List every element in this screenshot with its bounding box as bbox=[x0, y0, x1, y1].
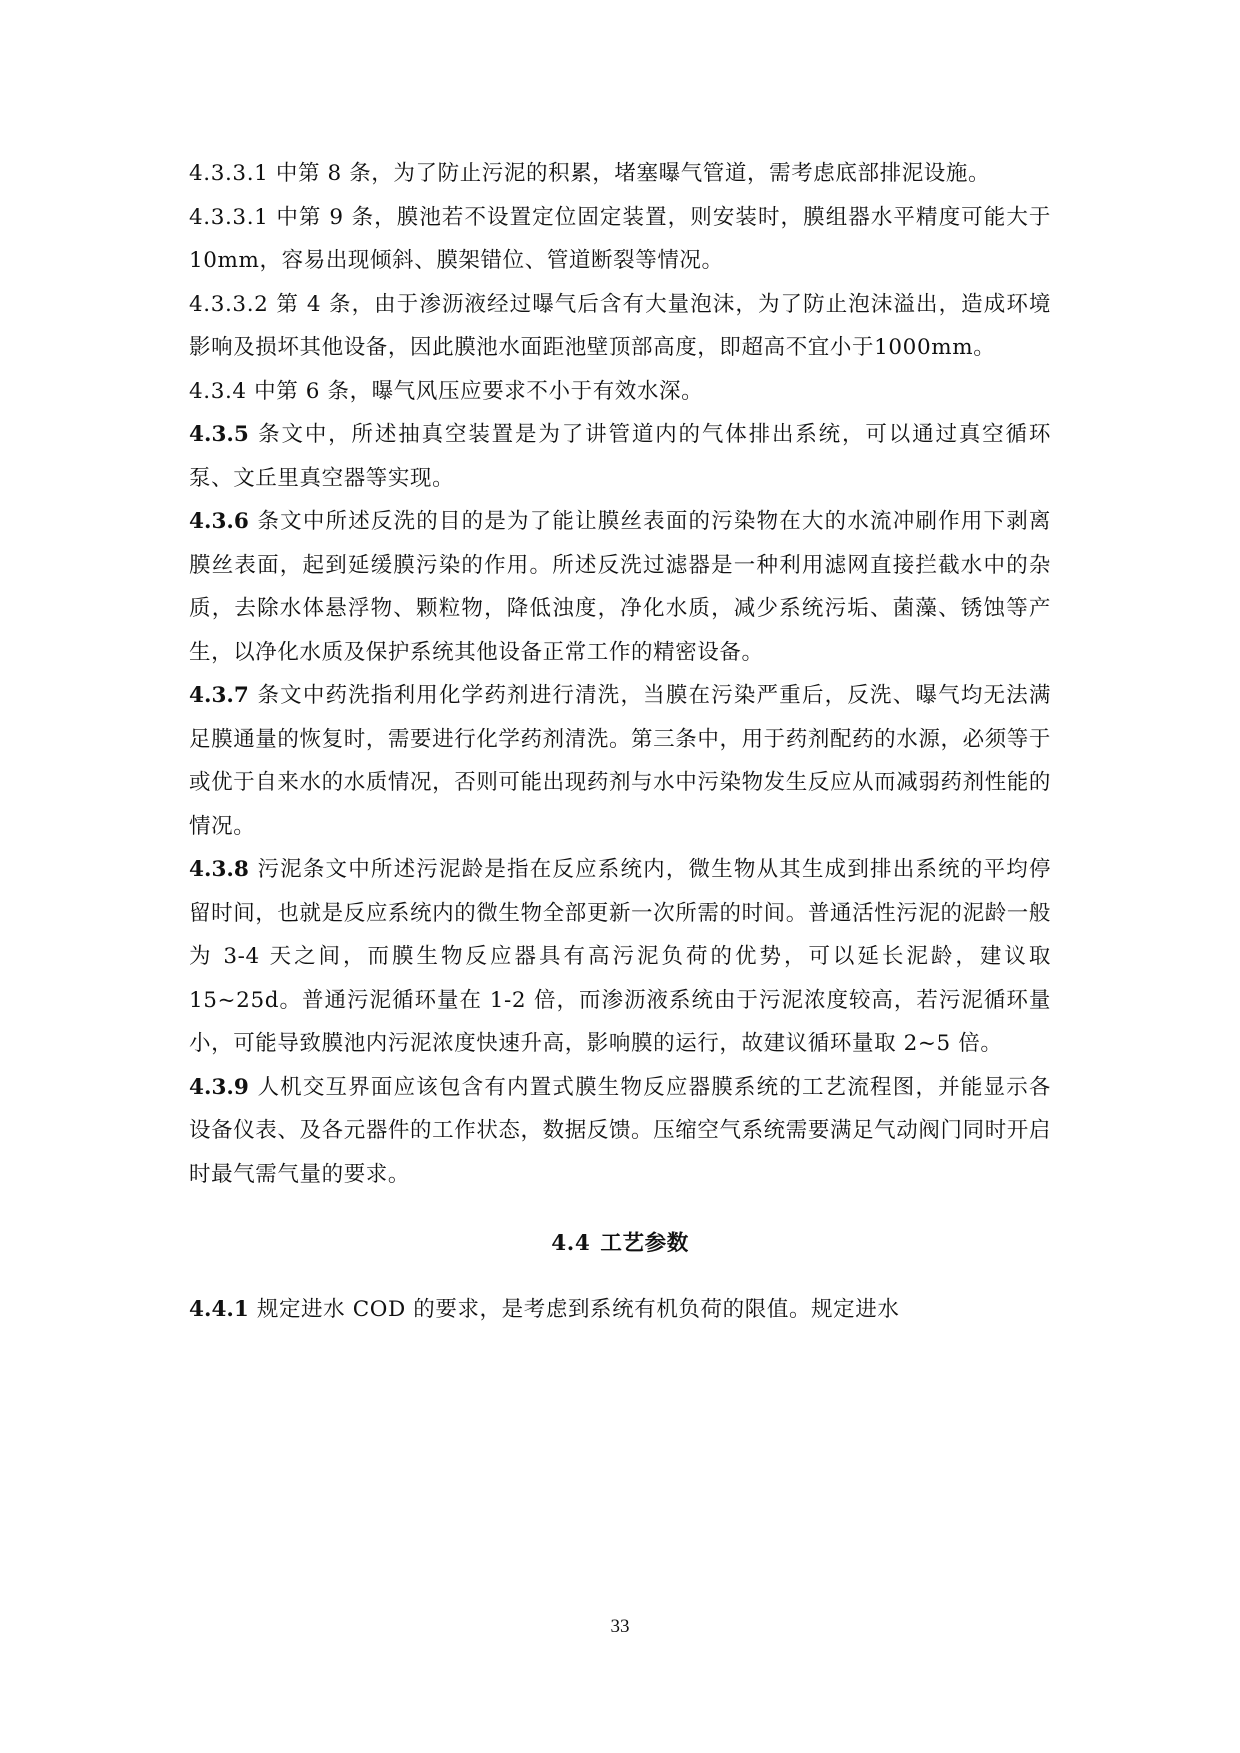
paragraph-4-3-3-1-item-9: 4.3.3.1 中第 9 条，膜池若不设置定位固定装置，则安装时，膜组器水平精度可能大于 10mm，容易出现倾斜、膜架错位、管道断裂等情况。 bbox=[189, 204, 1051, 273]
clause-number: 4.3.9 bbox=[189, 1074, 249, 1100]
clause-number: 4.3.6 bbox=[189, 509, 249, 534]
clause-4-3-6 bbox=[189, 500, 1051, 674]
paragraph-4-3-4-item-6: 4.3.4 中第 6 条，曝气风压应要求不小于有效水深。 bbox=[189, 378, 704, 404]
clause-number: 4.3.7 bbox=[189, 683, 249, 708]
clause-4-3-8 bbox=[189, 848, 1051, 1066]
clause-4-4-1 bbox=[189, 1288, 1051, 1332]
clause-number: 4.4.1 bbox=[189, 1297, 249, 1322]
clause-number: 4.3.5 bbox=[189, 422, 249, 447]
section-title: 工艺参数 bbox=[600, 1231, 689, 1256]
paragraph-4-3-3-2-item-4: 4.3.3.2 第 4 条，由于渗沥液经过曝气后含有大量泡沫，为了防止泡沫溢出，造成环境影响及损坏其他设备，因此膜池水面距池壁顶部高度，即超高不宜小于1000mm。 bbox=[189, 291, 1051, 360]
paragraph-4-3-3-1-item-8: 4.3.3.1 中第 8 条，为了防止污泥的积累，堵塞曝气管道，需考虑底部排泥设施。 bbox=[189, 161, 991, 186]
page-number: 33 bbox=[610, 1616, 630, 1637]
clause-text: 条文中药洗指利用化学药剂进行清洗，当膜在污染严重后，反洗、曝气均无法满足膜通量的恢复时，需要进行化学药剂清洗。第三条中，用于药剂配药的水源，必须等于或优于自来水的水质情况，否则可能出现药剂与水中污染物发生反应从而减弱药剂性能的情况。 bbox=[189, 683, 1051, 839]
clause-text: 条文中，所述抽真空装置是为了讲管道内的气体排出系统，可以通过真空循环泵、文丘里真空器等实现。 bbox=[189, 422, 1051, 491]
section-heading bbox=[189, 1224, 1051, 1264]
clause-text: 条文中所述反洗的目的是为了能让膜丝表面的污染物在大的水流冲刷作用下剥离膜丝表面，起到延缓膜污染的作用。所述反洗过滤器是一种利用滤网直接拦截水中的杂质，去除水体悬浮物、颗粒物，降低浊度，净化水质，减少系统污垢、菌藻、锈蚀等产生，以净化水质及保护系统其他设备正常工作的精密设备。 bbox=[189, 509, 1051, 665]
clause-number: 4.3.8 bbox=[189, 857, 249, 882]
section-number: 4.4 bbox=[551, 1231, 591, 1256]
clause-4-3-9 bbox=[189, 1066, 1051, 1197]
clause-4-3-5 bbox=[189, 413, 1051, 500]
clause-text: 污泥条文中所述污泥龄是指在反应系统内，微生物从其生成到排出系统的平均停留时间，也就是反应系统内的微生物全部更新一次所需的时间。普通活性污泥的泥龄一般为 3-4 天之间，而膜生物反应器具有高污泥负荷的优势，可以延长泥龄，建议取 15~25d。普通污泥循环量在 1-2 倍，而渗沥液系统由于污泥浓度较高，若污泥循环量小，可能导致膜池内污泥浓度快速升高，影响膜的运行，故建议循环量取 2~5 倍。 bbox=[189, 857, 1051, 1056]
clause-text: 人机交互界面应该包含有内置式膜生物反应器膜系统的工艺流程图，并能显示各设备仪表、及各元器件的工作状态，数据反馈。压缩空气系统需要满足气动阀门同时开启时最气需气量的要求。 bbox=[189, 1074, 1051, 1187]
document-body bbox=[189, 152, 1051, 1332]
clause-4-3-7 bbox=[189, 674, 1051, 848]
clause-text: 规定进水 COD 的要求，是考虑到系统有机负荷的限值。规定进水 bbox=[256, 1297, 900, 1322]
